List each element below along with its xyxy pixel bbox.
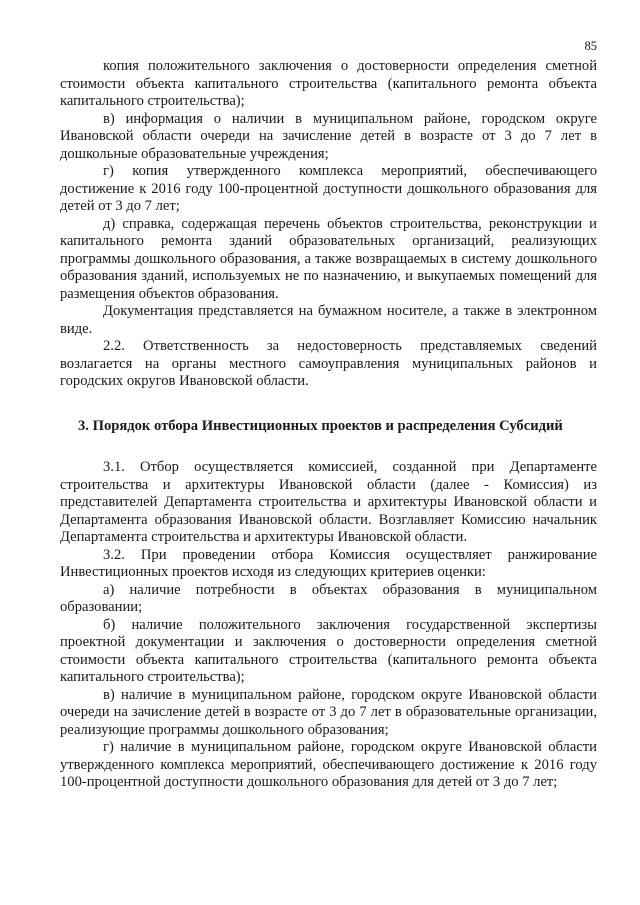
paragraph: 3.1. Отбор осуществляется комиссией, созданной при Департаменте строительства и архитектуры Ивановской области (далее - Комиссия) из представителей Департамента строительства и архитектуры Ивановской области и Департамента образования Ивановской области. Возглавляет Комиссию начальник Департамента строительства и архитектуры Ивановской области. [60,459,597,545]
paragraph: г) наличие в муниципальном районе, городском округе Ивановской области утвержденного комплекса мероприятий, обеспечивающего достижение к 2016 году 100-процентной доступности дошкольного образования для детей от 3 до 7 лет; [60,739,597,790]
paragraph: а) наличие потребности в объектах образования в муниципальном образовании; [60,581,597,615]
paragraph: б) наличие положительного заключения государственной экспертизы проектной документации и заключения о достоверности определения сметной стоимости объекта капитального строительства (капитального ремонта объекта капитального строительства); [60,616,597,685]
paragraph: в) информация о наличии в муниципальном районе, городском округе Ивановской области очереди на зачисление детей в возрасте от 3 до 7 лет в дошкольные образовательные учреждения; [60,110,597,162]
paragraph: д) справка, содержащая перечень объектов строительства, реконструкции и капитального ремонта зданий образовательных организаций, реализующих программы дошкольного образования, а также возвращаемых в систему дошкольного образования зданий, используемых не по назначению, и выкупаемых помещений для размещения объектов образования. [60,215,597,302]
paragraph: Документация представляется на бумажном носителе, а также в электронном виде. [60,303,597,337]
paragraph: 2.2. Ответственность за недостоверность представляемых сведений возлагается на органы местного самоуправления муниципальных районов и городских округов Ивановской области. [60,338,597,389]
paragraph: в) наличие в муниципальном районе, городском округе Ивановской области очереди на зачисление детей в возрасте от 3 до 7 лет в образовательные организации, реализующие программы дошкольного образования; [60,686,597,738]
page-number: 85 [584,39,597,53]
paragraph: копия положительного заключения о достоверности определения сметной стоимости объекта капитального строительства (капитального ремонта объекта капитального строительства); [60,58,597,109]
paragraph: г) копия утвержденного комплекса мероприятий, обеспечивающего достижение к 2016 году 100-процентной доступности дошкольного образования для детей от 3 до 7 лет; [60,163,597,214]
section-heading: 3. Порядок отбора Инвестиционных проектов и распределения Субсидий [78,417,563,434]
document-body [60,58,597,792]
paragraph: 3.2. При проведении отбора Комиссия осуществляет ранжирование Инвестиционных проектов исходя из следующих критериев оценки: [60,546,597,580]
